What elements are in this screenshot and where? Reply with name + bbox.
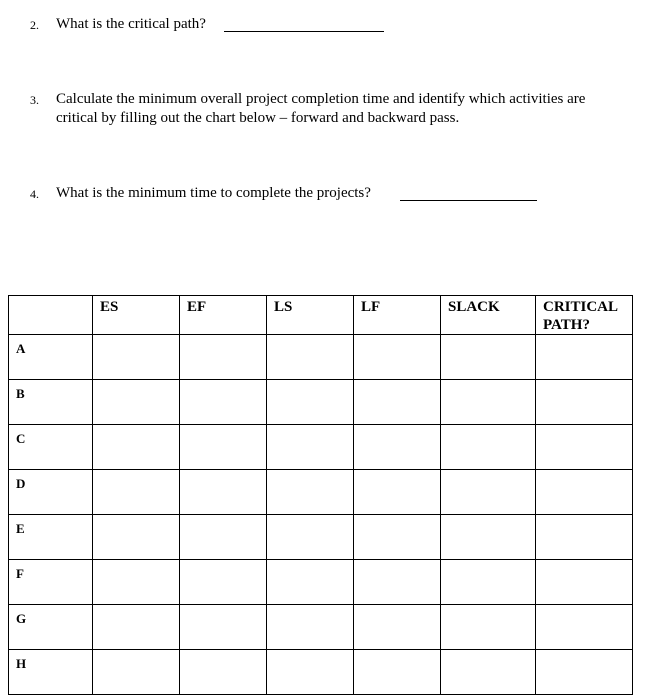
question-number: 2. xyxy=(30,18,39,32)
cell-ls[interactable] xyxy=(267,380,354,425)
cell-lf[interactable] xyxy=(354,425,441,470)
cell-lf[interactable] xyxy=(354,335,441,380)
cell-lf[interactable] xyxy=(354,560,441,605)
cell-critical-path[interactable] xyxy=(536,380,633,425)
activity-label: F xyxy=(9,560,93,605)
cell-ls[interactable] xyxy=(267,650,354,695)
table-row xyxy=(9,560,633,605)
cell-es[interactable] xyxy=(93,335,180,380)
table-row xyxy=(9,380,633,425)
cell-critical-path[interactable] xyxy=(536,560,633,605)
header-ef: EF xyxy=(180,296,267,335)
cell-es[interactable] xyxy=(93,650,180,695)
cell-slack[interactable] xyxy=(441,335,536,380)
header-ls: LS xyxy=(267,296,354,335)
activity-label: D xyxy=(9,470,93,515)
cell-es[interactable] xyxy=(93,470,180,515)
cell-lf[interactable] xyxy=(354,380,441,425)
question-number: 4. xyxy=(30,187,39,201)
cell-es[interactable] xyxy=(93,605,180,650)
answer-blank[interactable] xyxy=(400,200,537,201)
table-row xyxy=(9,470,633,515)
cell-critical-path[interactable] xyxy=(536,605,633,650)
cell-critical-path[interactable] xyxy=(536,650,633,695)
question-text-line-1: Calculate the minimum overall project completion time and identify which activities are xyxy=(56,91,586,107)
cell-ef[interactable] xyxy=(180,335,267,380)
cell-es[interactable] xyxy=(93,380,180,425)
cell-es[interactable] xyxy=(93,515,180,560)
cell-slack[interactable] xyxy=(441,515,536,560)
cell-ls[interactable] xyxy=(267,605,354,650)
cell-slack[interactable] xyxy=(441,560,536,605)
table-header-row xyxy=(9,296,633,335)
activity-label: B xyxy=(9,380,93,425)
cell-ef[interactable] xyxy=(180,515,267,560)
table-row xyxy=(9,515,633,560)
cell-lf[interactable] xyxy=(354,650,441,695)
cell-lf[interactable] xyxy=(354,605,441,650)
activity-label: A xyxy=(9,335,93,380)
table-row xyxy=(9,650,633,695)
cell-ef[interactable] xyxy=(180,650,267,695)
cell-ls[interactable] xyxy=(267,560,354,605)
cell-ef[interactable] xyxy=(180,425,267,470)
cell-ls[interactable] xyxy=(267,425,354,470)
cell-slack[interactable] xyxy=(441,425,536,470)
cell-ef[interactable] xyxy=(180,605,267,650)
cell-slack[interactable] xyxy=(441,380,536,425)
activity-label: E xyxy=(9,515,93,560)
cell-lf[interactable] xyxy=(354,470,441,515)
cell-critical-path[interactable] xyxy=(536,425,633,470)
cpm-chart-table xyxy=(8,295,633,695)
cell-slack[interactable] xyxy=(441,605,536,650)
cell-slack[interactable] xyxy=(441,650,536,695)
question-text: What is the minimum time to complete the projects? xyxy=(56,185,371,201)
activity-label: H xyxy=(9,650,93,695)
question-number: 3. xyxy=(30,93,39,107)
cell-slack[interactable] xyxy=(441,470,536,515)
table-row xyxy=(9,425,633,470)
table-row xyxy=(9,605,633,650)
cell-ef[interactable] xyxy=(180,560,267,605)
cell-lf[interactable] xyxy=(354,515,441,560)
cell-critical-path[interactable] xyxy=(536,515,633,560)
answer-blank[interactable] xyxy=(224,31,384,32)
cell-ls[interactable] xyxy=(267,515,354,560)
header-slack: SLACK xyxy=(441,296,536,335)
activity-label: G xyxy=(9,605,93,650)
cell-es[interactable] xyxy=(93,425,180,470)
table-row xyxy=(9,335,633,380)
header-es: ES xyxy=(93,296,180,335)
cell-ls[interactable] xyxy=(267,335,354,380)
question-text-line-2: critical by filling out the chart below – forward and backward pass. xyxy=(56,110,460,126)
cell-critical-path[interactable] xyxy=(536,470,633,515)
cell-ls[interactable] xyxy=(267,470,354,515)
question-text: What is the critical path? xyxy=(56,16,206,32)
header-critical-path: CRITICAL PATH? xyxy=(536,296,633,335)
header-activity xyxy=(9,296,93,335)
header-lf: LF xyxy=(354,296,441,335)
cell-es[interactable] xyxy=(93,560,180,605)
cell-ef[interactable] xyxy=(180,470,267,515)
activity-label: C xyxy=(9,425,93,470)
cell-critical-path[interactable] xyxy=(536,335,633,380)
cell-ef[interactable] xyxy=(180,380,267,425)
